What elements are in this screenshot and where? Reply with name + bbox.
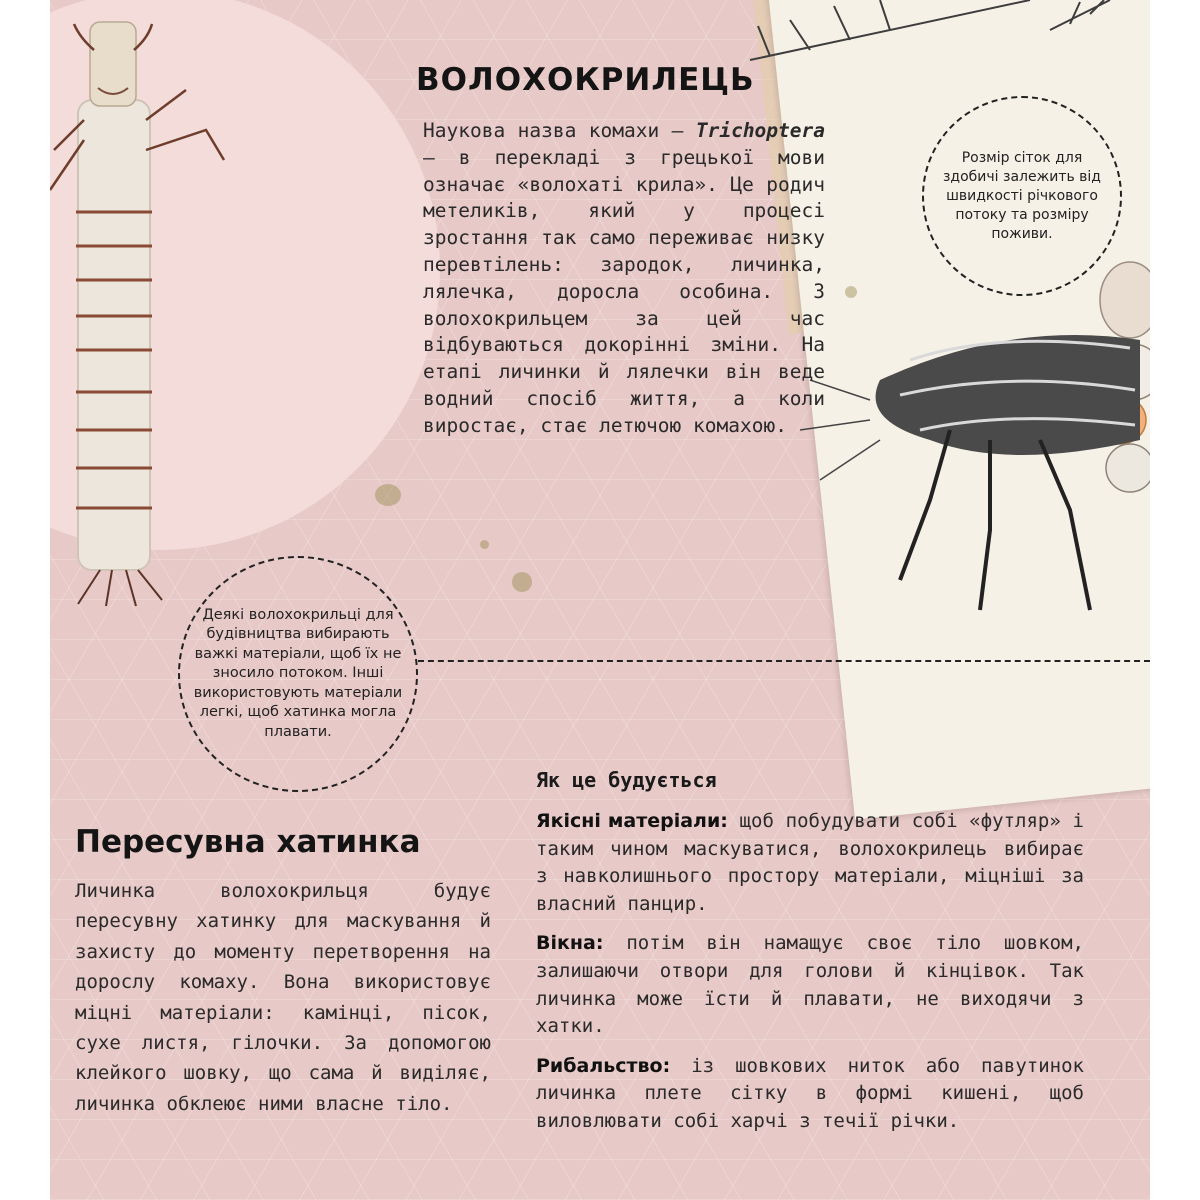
main-title: ВОЛОХОКРИЛЕЦЬ [416, 62, 755, 98]
intro-paragraph [423, 118, 825, 440]
caddisfly-illustration [800, 335, 1140, 610]
callout-materials-text: Деякі волохокрильці для будівництва вибирають важкі матеріали, щоб їх не зносило потоком. Інші використовують матеріали легкі, щоб хатинка могла плавати. [193, 606, 403, 740]
how-item [536, 930, 1084, 1040]
callout-net-size-text: Розмір сіток для здобичі залежить від швидкості річкового потоку та розміру поживи. [942, 149, 1101, 242]
how-item-text: щоб побудувати собі «футляр» і таким чином маскуватися, волохокрилець вибирає з навколишнього простору матеріали, міцніші за власний панцир. [536, 810, 1084, 915]
how-item [536, 808, 1084, 918]
callout-net-size [922, 96, 1122, 296]
how-item-text: потім він намащує своє тіло шовком, залишаючи отвори для голови й кінцівок. Так личинка може їсти й плавати, не виходячи з хатки. [536, 932, 1084, 1038]
how-item-text: із шовкових ниток або павутинок личинка плете сітку в формі кишені, щоб виловлювати собі харчі з течії річки. [536, 1054, 1084, 1132]
intro-text-start: Наукова назва комахи — [423, 119, 696, 142]
larva-case-illustration [50, 22, 224, 606]
plant-illustration [750, 0, 1110, 60]
how-item-label: Якісні матеріали: [536, 810, 728, 832]
how-it-is-built-list [536, 808, 1084, 1148]
dashed-divider [418, 660, 1150, 662]
how-item-label: Рибальство: [536, 1054, 671, 1077]
scientific-name: Trichoptera [695, 119, 825, 142]
book-page [50, 0, 1150, 1200]
mobile-house-title: Пересувна хатинка [75, 824, 421, 860]
how-it-is-built-title: Як це будується [536, 768, 717, 792]
how-item [536, 1053, 1084, 1136]
callout-materials [178, 556, 418, 792]
how-item-label: Вікна: [536, 932, 604, 955]
intro-text-end: — в перекладі з грецької мови означає «волохаті крила». Це родич метеликів, який у процесі зростання так само переживає низку перевтілень: зародок, личинка, лялечка, доросла особина. З волохокрильцем за цей час відбуваються докорінні зміни. На етапі личинки й лялечки він веде водний спосіб життя, а коли виростає, стає летючою комахою. [423, 145, 825, 437]
mobile-house-paragraph: Личинка волохокрильця будує пересувну хатинку для маскування й захисту до моменту перетворення на дорослу комаху. Вона використовує міцні матеріали: камінці, пісок, сухе листя, гілочки. За допомогою клейкого шовку, що сама й виділяє, личинка обклеює ними власне тіло. [75, 880, 491, 1115]
